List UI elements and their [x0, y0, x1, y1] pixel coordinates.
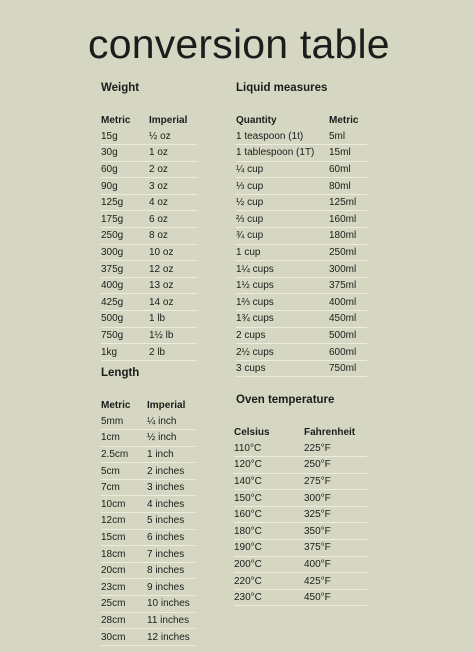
table-cell: 80ml — [329, 178, 367, 195]
table-row — [236, 211, 367, 228]
table-row — [101, 546, 195, 563]
table-cell: 500g — [101, 311, 149, 328]
table-row — [234, 506, 367, 523]
table-cell: 1 teaspoon (1t) — [236, 129, 329, 145]
table-cell: 425°F — [304, 573, 367, 590]
table-cell: 5 inches — [147, 513, 195, 530]
table-cell: 6 inches — [147, 529, 195, 546]
column-header-imperial: Imperial — [149, 114, 188, 126]
table-cell: 15ml — [329, 145, 367, 162]
table-cell: 110°C — [234, 441, 304, 457]
table-row — [101, 479, 195, 496]
table-cell: 25cm — [101, 596, 147, 613]
table-cell: 3 cups — [236, 360, 329, 377]
table-cell: 250g — [101, 228, 149, 245]
table-cell: 8 inches — [147, 562, 195, 579]
table-row — [101, 145, 197, 162]
table-row — [236, 161, 367, 178]
table-cell: 5mm — [101, 414, 147, 430]
table-row — [101, 211, 197, 228]
table-cell: ⅓ cup — [236, 178, 329, 195]
table-row — [236, 360, 367, 377]
table-cell: 2 oz — [149, 161, 197, 178]
table-row — [101, 529, 195, 546]
table-row — [101, 446, 195, 463]
page-title: conversion table — [88, 21, 390, 67]
table-cell: ½ oz — [149, 129, 197, 145]
table-row — [101, 228, 197, 245]
table-cell: 20cm — [101, 562, 147, 579]
table-row — [236, 294, 367, 311]
column-header-celsius: Celsius — [234, 426, 270, 438]
table-cell: 1⅔ cups — [236, 294, 329, 311]
table-row — [234, 540, 367, 557]
table-row — [234, 573, 367, 590]
table-cell: 400ml — [329, 294, 367, 311]
table-cell: 4 inches — [147, 496, 195, 513]
table-cell: 28cm — [101, 612, 147, 629]
table-cell: 400g — [101, 277, 149, 294]
table-cell: 125ml — [329, 194, 367, 211]
table-cell: 500ml — [329, 327, 367, 344]
table-cell: 200°C — [234, 556, 304, 573]
table-cell: 350°F — [304, 523, 367, 540]
table-cell: 160ml — [329, 211, 367, 228]
table-row — [101, 194, 197, 211]
table-cell: 15g — [101, 129, 149, 145]
table-row — [236, 261, 367, 278]
column-header-metric: Metric — [329, 114, 359, 126]
table-cell: 2.5cm — [101, 446, 147, 463]
table-cell: 220°C — [234, 573, 304, 590]
table-cell: 150°C — [234, 490, 304, 507]
table-row — [101, 327, 197, 344]
table-row — [101, 463, 195, 480]
table-cell: 11 inches — [147, 612, 195, 629]
table-row — [101, 244, 197, 261]
table-row — [101, 277, 197, 294]
table-cell: 30cm — [101, 629, 147, 646]
table-row — [234, 490, 367, 507]
column-header-metric: Metric — [101, 399, 131, 411]
weight-section — [101, 83, 197, 361]
oven-temperature-title: Oven temperature — [236, 394, 335, 406]
table-row — [236, 228, 367, 245]
table-cell: 5ml — [329, 129, 367, 145]
table-row — [101, 629, 195, 646]
table-cell: 2 lb — [149, 344, 197, 361]
oven-temperature-section — [236, 395, 367, 606]
table-row — [236, 178, 367, 195]
table-row — [101, 294, 197, 311]
table-cell: 180°C — [234, 523, 304, 540]
table-cell: 1kg — [101, 344, 149, 361]
table-cell: 5cm — [101, 463, 147, 480]
oven-temperature-table — [234, 425, 367, 607]
table-row — [101, 579, 195, 596]
table-row — [101, 129, 197, 145]
column-header-metric: Metric — [101, 114, 131, 126]
table-cell: 2½ cups — [236, 344, 329, 361]
table-cell: 2 inches — [147, 463, 195, 480]
table-cell: 300°F — [304, 490, 367, 507]
liquid-measures-title: Liquid measures — [236, 82, 328, 94]
table-row — [236, 129, 367, 145]
table-cell: 375°F — [304, 540, 367, 557]
table-cell: 450°F — [304, 589, 367, 606]
table-cell: 300ml — [329, 261, 367, 278]
table-cell: 750g — [101, 327, 149, 344]
weight-title: Weight — [101, 82, 140, 94]
table-cell: 1½ lb — [149, 327, 197, 344]
table-cell: 250ml — [329, 244, 367, 261]
table-cell: 15cm — [101, 529, 147, 546]
column-header-quantity: Quantity — [236, 114, 277, 126]
table-cell: 10cm — [101, 496, 147, 513]
table-cell: 600ml — [329, 344, 367, 361]
table-cell: 1 cup — [236, 244, 329, 261]
table-cell: ¼ inch — [147, 414, 195, 430]
column-header-imperial: Imperial — [147, 399, 186, 411]
table-row — [101, 344, 197, 361]
table-cell: 9 inches — [147, 579, 195, 596]
table-row — [101, 311, 197, 328]
table-cell: 10 oz — [149, 244, 197, 261]
table-cell: 90g — [101, 178, 149, 195]
table-cell: ½ inch — [147, 430, 195, 447]
table-cell: 160°C — [234, 506, 304, 523]
table-row — [236, 344, 367, 361]
table-cell: 8 oz — [149, 228, 197, 245]
table-cell: 1 inch — [147, 446, 195, 463]
table-cell: 23cm — [101, 579, 147, 596]
table-cell: 400°F — [304, 556, 367, 573]
table-cell: 12cm — [101, 513, 147, 530]
liquid-measures-table — [236, 113, 367, 378]
table-cell: 4 oz — [149, 194, 197, 211]
table-row — [101, 513, 195, 530]
table-row — [234, 523, 367, 540]
table-cell: ½ cup — [236, 194, 329, 211]
table-cell: 230°C — [234, 589, 304, 606]
length-title: Length — [101, 367, 140, 379]
table-cell: 6 oz — [149, 211, 197, 228]
table-row — [101, 414, 195, 430]
table-cell: 1 oz — [149, 145, 197, 162]
table-cell: 7 inches — [147, 546, 195, 563]
table-cell: 190°C — [234, 540, 304, 557]
table-cell: 1¾ cups — [236, 311, 329, 328]
length-table — [101, 398, 195, 646]
table-row — [234, 473, 367, 490]
table-cell: 750ml — [329, 360, 367, 377]
table-cell: 140°C — [234, 473, 304, 490]
table-cell: 7cm — [101, 479, 147, 496]
length-section — [101, 368, 195, 646]
table-row — [234, 441, 367, 457]
table-cell: 125g — [101, 194, 149, 211]
table-cell: 375g — [101, 261, 149, 278]
table-row — [236, 145, 367, 162]
table-cell: ¾ cup — [236, 228, 329, 245]
table-cell: 425g — [101, 294, 149, 311]
table-row — [234, 556, 367, 573]
table-cell: 250°F — [304, 457, 367, 474]
table-row — [236, 327, 367, 344]
table-row — [101, 612, 195, 629]
table-row — [101, 596, 195, 613]
table-cell: 60g — [101, 161, 149, 178]
table-cell: 14 oz — [149, 294, 197, 311]
table-row — [236, 194, 367, 211]
table-row — [101, 261, 197, 278]
table-cell: 60ml — [329, 161, 367, 178]
table-cell: 12 inches — [147, 629, 195, 646]
table-cell: 13 oz — [149, 277, 197, 294]
table-cell: 120°C — [234, 457, 304, 474]
table-cell: 1 lb — [149, 311, 197, 328]
table-row — [101, 496, 195, 513]
table-row — [236, 244, 367, 261]
table-cell: 450ml — [329, 311, 367, 328]
table-cell: 10 inches — [147, 596, 195, 613]
table-cell: 300g — [101, 244, 149, 261]
table-row — [236, 277, 367, 294]
table-row — [101, 430, 195, 447]
liquid-measures-section — [236, 83, 367, 377]
weight-table — [101, 113, 197, 361]
table-row — [234, 589, 367, 606]
table-cell: 3 oz — [149, 178, 197, 195]
column-header-fahrenheit: Fahrenheit — [304, 426, 356, 438]
table-cell: ⅔ cup — [236, 211, 329, 228]
table-row — [234, 457, 367, 474]
table-cell: 175g — [101, 211, 149, 228]
table-cell: 1cm — [101, 430, 147, 447]
table-cell: 30g — [101, 145, 149, 162]
table-row — [101, 178, 197, 195]
table-cell: 2 cups — [236, 327, 329, 344]
table-cell: ¼ cup — [236, 161, 329, 178]
table-cell: 12 oz — [149, 261, 197, 278]
table-cell: 1 tablespoon (1T) — [236, 145, 329, 162]
table-cell: 1¼ cups — [236, 261, 329, 278]
table-cell: 325°F — [304, 506, 367, 523]
table-cell: 275°F — [304, 473, 367, 490]
table-cell: 180ml — [329, 228, 367, 245]
table-cell: 18cm — [101, 546, 147, 563]
table-row — [101, 562, 195, 579]
table-cell: 3 inches — [147, 479, 195, 496]
table-cell: 375ml — [329, 277, 367, 294]
table-row — [236, 311, 367, 328]
table-row — [101, 161, 197, 178]
table-cell: 225°F — [304, 441, 367, 457]
table-cell: 1½ cups — [236, 277, 329, 294]
